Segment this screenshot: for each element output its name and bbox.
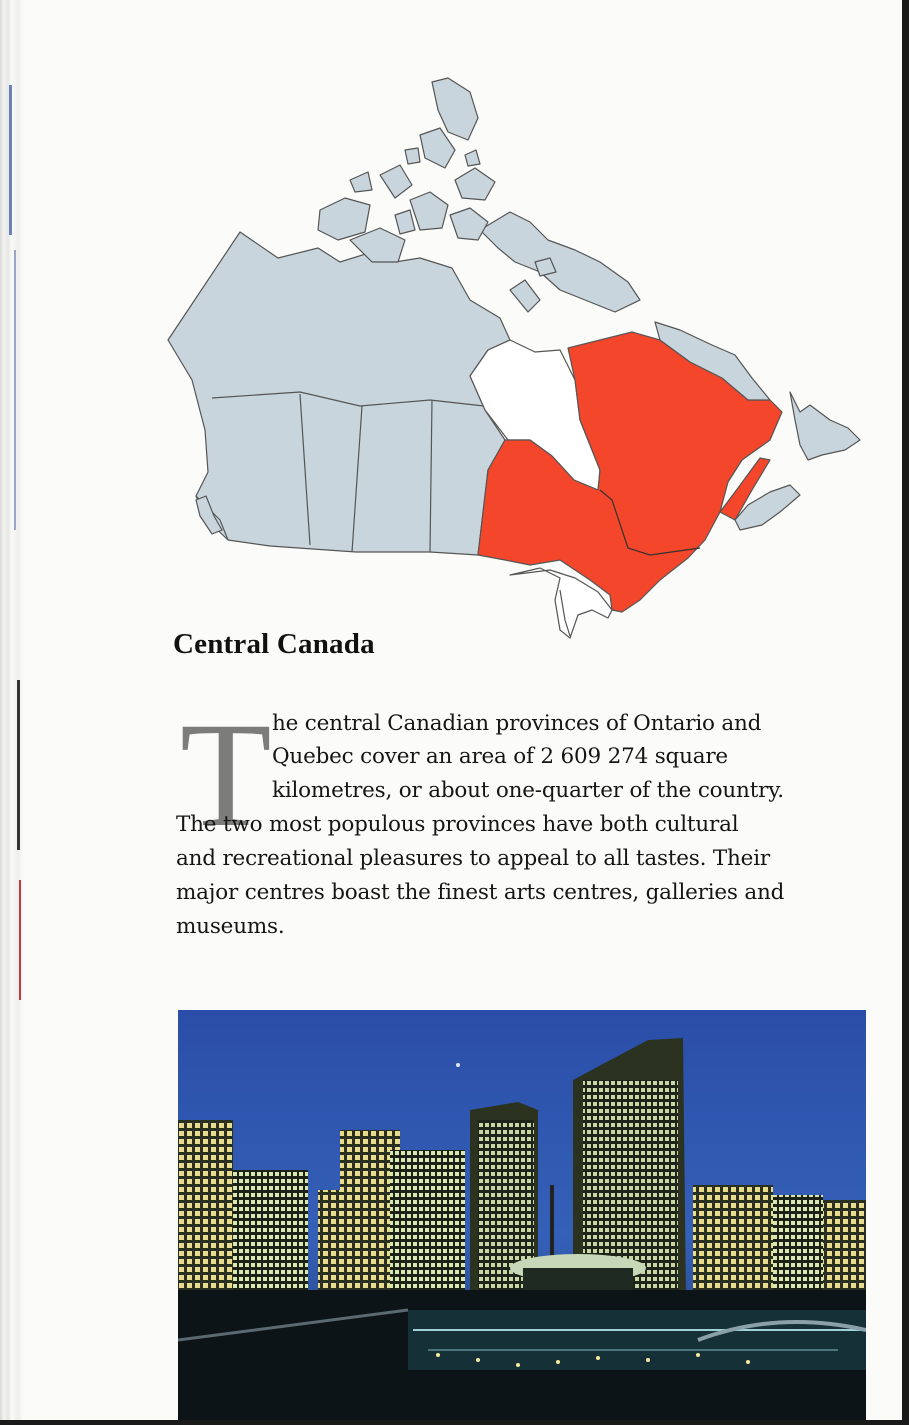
- body-line: he central Canadian provinces of Ontario and: [272, 711, 762, 736]
- page-edge: [0, 0, 24, 1420]
- map-of-canada-icon: [160, 60, 880, 650]
- newfoundland: [790, 392, 860, 460]
- body-line: major centres boast the finest arts centres, galleries and: [176, 880, 785, 905]
- edge-mark: [9, 85, 12, 235]
- edge-mark: [19, 880, 21, 1000]
- city-skyline-icon: [178, 1010, 866, 1420]
- body-line: and recreational pleasures to appeal to all tastes. Their: [176, 846, 770, 871]
- drop-cap: T: [180, 692, 272, 858]
- baffin-island: [480, 212, 640, 312]
- body-line: Quebec cover an area of 2 609 274 square: [272, 744, 728, 769]
- page-title: Central Canada: [173, 628, 375, 660]
- body-line: museums.: [176, 914, 285, 939]
- edge-mark: [14, 250, 16, 530]
- body-line: kilometres, or about one-quarter of the country.: [272, 778, 784, 803]
- western-canada: [168, 232, 510, 555]
- body-line: The two most populous provinces have both cultural: [176, 812, 739, 837]
- edge-mark: [17, 680, 20, 850]
